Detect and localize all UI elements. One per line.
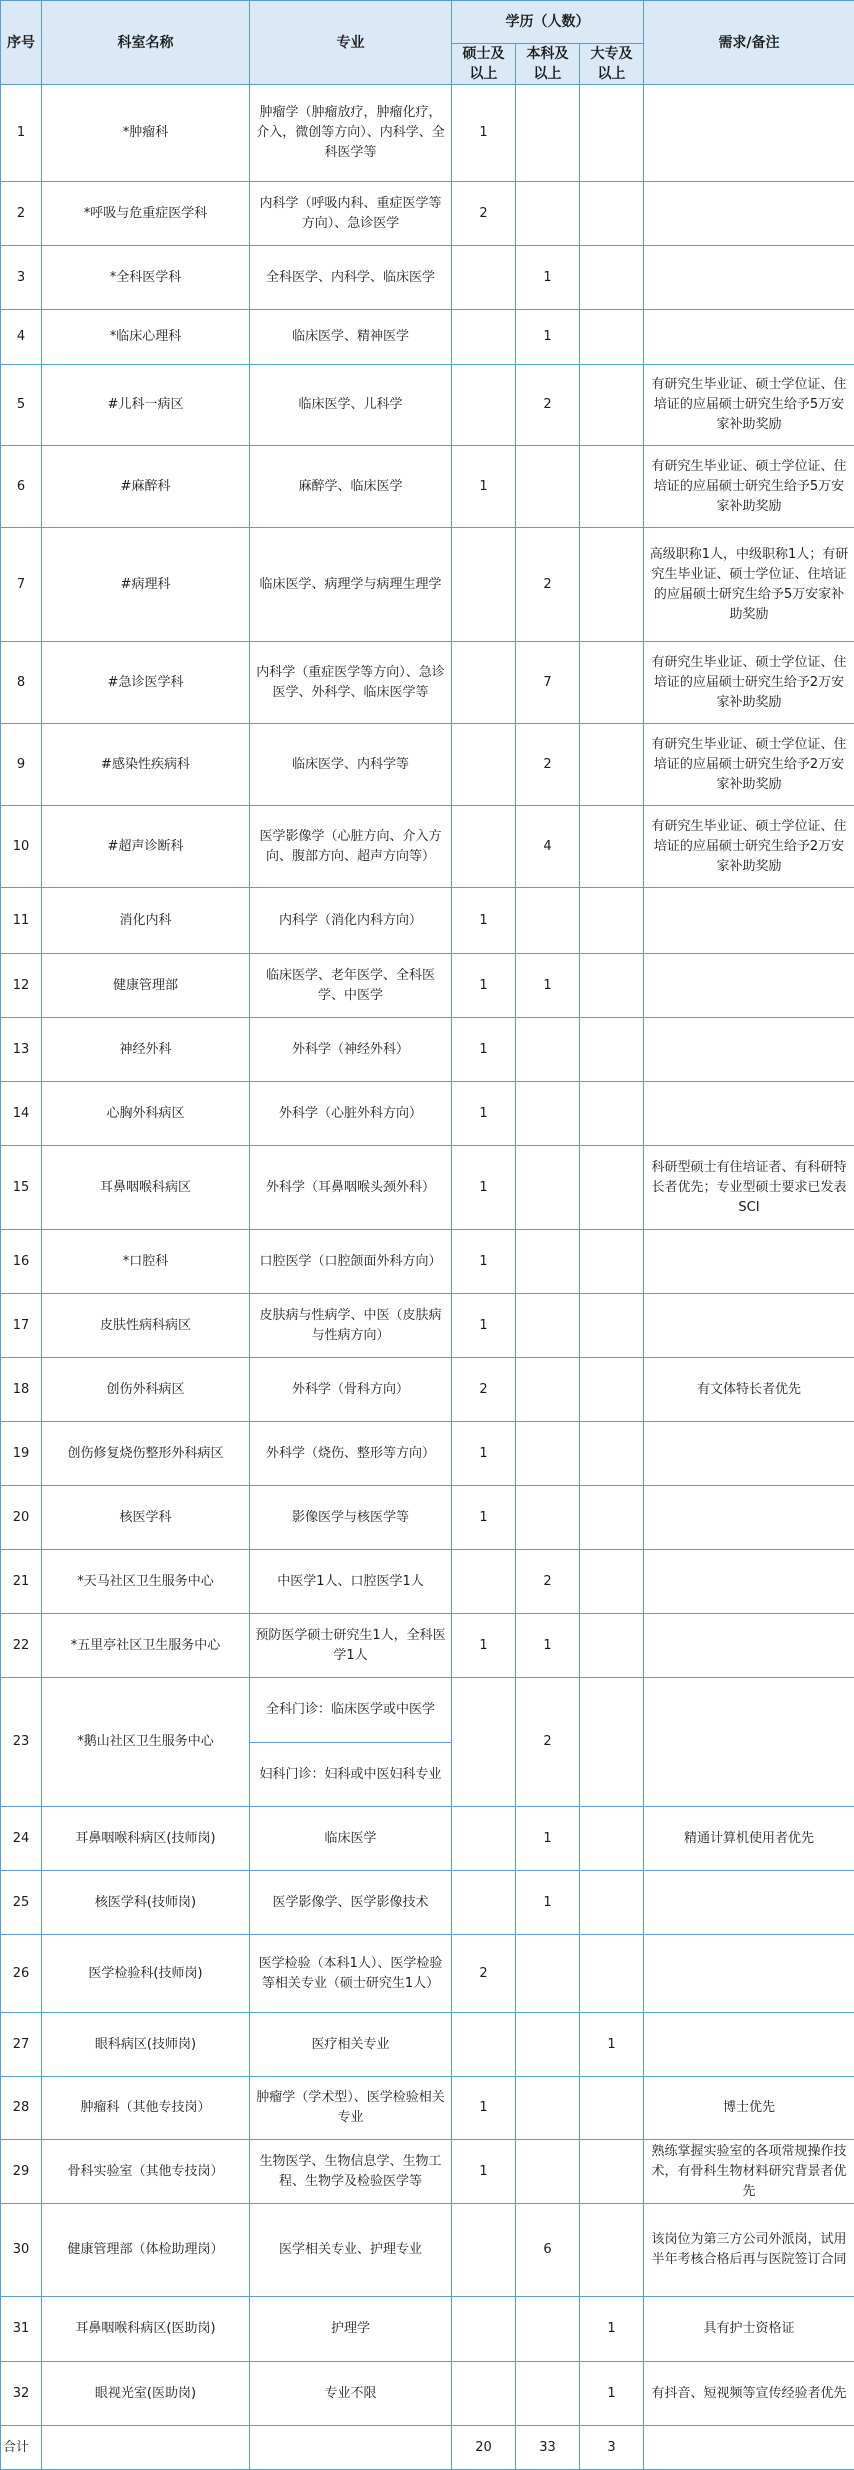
cell-dept: 耳鼻咽喉科病区: [42, 1146, 250, 1230]
table-row: [1, 1486, 854, 1550]
cell-major: 影像医学与核医学等: [250, 1486, 452, 1550]
cell-bachelor: [516, 888, 580, 954]
table-row: [1, 1678, 854, 1743]
cell-dept: 创伤外科病区: [42, 1358, 250, 1422]
cell-college: [580, 1935, 644, 2013]
cell-bachelor: [516, 85, 580, 182]
cell-seq: 4: [1, 310, 42, 365]
total-note-empty: [644, 2426, 854, 2470]
cell-master: 1: [452, 2140, 516, 2204]
cell-dept: 健康管理部（体检助理岗）: [42, 2204, 250, 2297]
table-row: [1, 1422, 854, 1486]
header-master: 硕士及以上: [452, 44, 516, 85]
cell-master: [452, 310, 516, 365]
cell-bachelor: 1: [516, 1807, 580, 1871]
cell-college: [580, 1678, 644, 1807]
cell-master: 1: [452, 85, 516, 182]
cell-college: [580, 642, 644, 724]
cell-master: 1: [452, 1230, 516, 1294]
cell-seq: 14: [1, 1082, 42, 1146]
total-college: 3: [580, 2426, 644, 2470]
cell-bachelor: [516, 446, 580, 528]
cell-bachelor: 2: [516, 365, 580, 446]
cell-dept: 健康管理部: [42, 954, 250, 1018]
cell-major: 生物医学、生物信息学、生物工程、生物学及检验医学等: [250, 2140, 452, 2204]
table-row: [1, 724, 854, 806]
cell-master: [452, 806, 516, 888]
cell-dept: *口腔科: [42, 1230, 250, 1294]
cell-dept: *肿瘤科: [42, 85, 250, 182]
cell-dept: 骨科实验室（其他专技岗）: [42, 2140, 250, 2204]
cell-seq: 30: [1, 2204, 42, 2297]
cell-note: 有研究生毕业证、硕士学位证、住培证的应届硕士研究生给予2万安家补助奖励: [644, 806, 854, 888]
cell-college: 1: [580, 2297, 644, 2362]
table-row: [1, 1018, 854, 1082]
cell-college: [580, 1358, 644, 1422]
cell-note: [644, 246, 854, 310]
header-note: 需求/备注: [644, 1, 854, 85]
cell-college: [580, 1550, 644, 1614]
total-label: 合计: [1, 2426, 42, 2470]
header-edu-group: 学历（人数）: [452, 1, 644, 44]
cell-note: 有研究生毕业证、硕士学位证、住培证的应届硕士研究生给予2万安家补助奖励: [644, 724, 854, 806]
table-row: [1, 1146, 854, 1230]
total-major-empty: [250, 2426, 452, 2470]
cell-note: [644, 85, 854, 182]
cell-master: 1: [452, 1146, 516, 1230]
table-row: [1, 1082, 854, 1146]
cell-college: [580, 2140, 644, 2204]
cell-major: 专业不限: [250, 2362, 452, 2426]
table-row: [1, 246, 854, 310]
cell-note: 有文体特长者优先: [644, 1358, 854, 1422]
cell-major: 临床医学、精神医学: [250, 310, 452, 365]
cell-major: 口腔医学（口腔颌面外科方向）: [250, 1230, 452, 1294]
cell-college: [580, 85, 644, 182]
cell-note: 有研究生毕业证、硕士学位证、住培证的应届硕士研究生给予5万安家补助奖励: [644, 365, 854, 446]
table-row: [1, 446, 854, 528]
cell-master: [452, 1807, 516, 1871]
cell-master: [452, 2297, 516, 2362]
cell-seq: 5: [1, 365, 42, 446]
cell-note: [644, 1486, 854, 1550]
cell-major: 临床医学、老年医学、全科医学、中医学: [250, 954, 452, 1018]
table-row: [1, 1807, 854, 1871]
total-master: 20: [452, 2426, 516, 2470]
cell-bachelor: [516, 1082, 580, 1146]
cell-major-2: 妇科门诊：妇科或中医妇科专业: [250, 1743, 452, 1807]
table-row: [1, 642, 854, 724]
table-row: [1, 2140, 854, 2204]
cell-dept: 核医学科(技师岗): [42, 1871, 250, 1935]
cell-bachelor: 2: [516, 528, 580, 642]
cell-bachelor: [516, 1486, 580, 1550]
cell-dept: 核医学科: [42, 1486, 250, 1550]
cell-major: 护理学: [250, 2297, 452, 2362]
table-row: [1, 954, 854, 1018]
cell-college: [580, 246, 644, 310]
cell-note: 科研型硕士有住培证者、有科研特长者优先；专业型硕士要求已发表SCI: [644, 1146, 854, 1230]
cell-college: [580, 1082, 644, 1146]
cell-dept: *天马社区卫生服务中心: [42, 1550, 250, 1614]
table-row: [1, 1871, 854, 1935]
cell-college: 1: [580, 2013, 644, 2077]
cell-master: 1: [452, 1082, 516, 1146]
cell-bachelor: [516, 2013, 580, 2077]
cell-master: [452, 1550, 516, 1614]
table-body: [1, 85, 854, 2470]
cell-bachelor: [516, 1146, 580, 1230]
cell-major: 医学检验（本科1人）、医学检验等相关专业（硕士研究生1人）: [250, 1935, 452, 2013]
cell-college: [580, 1807, 644, 1871]
total-bachelor: 33: [516, 2426, 580, 2470]
cell-college: [580, 446, 644, 528]
cell-note: [644, 1935, 854, 2013]
cell-dept: 眼视光室(医助岗): [42, 2362, 250, 2426]
cell-seq: 3: [1, 246, 42, 310]
table-row: [1, 528, 854, 642]
cell-note: [644, 1018, 854, 1082]
cell-master: [452, 365, 516, 446]
cell-master: 1: [452, 446, 516, 528]
cell-college: [580, 310, 644, 365]
cell-master: 2: [452, 182, 516, 246]
cell-major: 医学影像学（心脏方向、介入方向、腹部方向、超声方向等）: [250, 806, 452, 888]
cell-seq: 21: [1, 1550, 42, 1614]
cell-seq: 23: [1, 1678, 42, 1807]
cell-note: [644, 1082, 854, 1146]
cell-seq: 11: [1, 888, 42, 954]
cell-bachelor: 1: [516, 246, 580, 310]
cell-master: [452, 724, 516, 806]
cell-dept: #麻醉科: [42, 446, 250, 528]
table-row: [1, 2297, 854, 2362]
cell-dept: 眼科病区(技师岗): [42, 2013, 250, 2077]
cell-bachelor: [516, 1422, 580, 1486]
cell-college: [580, 528, 644, 642]
cell-major: 麻醉学、临床医学: [250, 446, 452, 528]
cell-college: [580, 1614, 644, 1678]
cell-college: [580, 724, 644, 806]
cell-seq: 32: [1, 2362, 42, 2426]
cell-dept: 耳鼻咽喉科病区(技师岗): [42, 1807, 250, 1871]
cell-seq: 24: [1, 1807, 42, 1871]
cell-master: [452, 1678, 516, 1807]
cell-note: [644, 1614, 854, 1678]
cell-college: [580, 1230, 644, 1294]
table-row: [1, 1614, 854, 1678]
table-row: [1, 888, 854, 954]
cell-note: [644, 310, 854, 365]
cell-dept: #急诊医学科: [42, 642, 250, 724]
cell-seq: 18: [1, 1358, 42, 1422]
cell-dept: *全科医学科: [42, 246, 250, 310]
table-row: [1, 806, 854, 888]
cell-major: 肿瘤学（学术型）、医学检验相关专业: [250, 2077, 452, 2140]
cell-college: [580, 1422, 644, 1486]
cell-master: 2: [452, 1358, 516, 1422]
cell-dept: 心胸外科病区: [42, 1082, 250, 1146]
table-row: [1, 2204, 854, 2297]
cell-bachelor: 1: [516, 1614, 580, 1678]
cell-major: 预防医学硕士研究生1人，全科医学1人: [250, 1614, 452, 1678]
cell-bachelor: [516, 182, 580, 246]
cell-major: 医学影像学、医学影像技术: [250, 1871, 452, 1935]
cell-major: 外科学（骨科方向）: [250, 1358, 452, 1422]
cell-seq: 27: [1, 2013, 42, 2077]
cell-master: 1: [452, 1018, 516, 1082]
table-row: [1, 1294, 854, 1358]
table-row: [1, 182, 854, 246]
table-row: [1, 1358, 854, 1422]
cell-major: 肿瘤学（肿瘤放疗，肿瘤化疗，介入，微创等方向）、内科学、全科医学等: [250, 85, 452, 182]
cell-note: 熟练掌握实验室的各项常规操作技术，有骨科生物材料研究背景者优先: [644, 2140, 854, 2204]
cell-dept: *呼吸与危重症医学科: [42, 182, 250, 246]
cell-seq: 12: [1, 954, 42, 1018]
cell-dept: 医学检验科(技师岗): [42, 1935, 250, 2013]
cell-note: 具有护士资格证: [644, 2297, 854, 2362]
cell-seq: 9: [1, 724, 42, 806]
cell-note: [644, 1230, 854, 1294]
cell-dept: 耳鼻咽喉科病区(医助岗): [42, 2297, 250, 2362]
table-row: [1, 365, 854, 446]
cell-dept: #感染性疾病科: [42, 724, 250, 806]
cell-note: [644, 1678, 854, 1807]
cell-master: 1: [452, 954, 516, 1018]
cell-note: 该岗位为第三方公司外派岗，试用半年考核合格后再与医院签订合同: [644, 2204, 854, 2297]
cell-dept: 消化内科: [42, 888, 250, 954]
cell-bachelor: [516, 1935, 580, 2013]
cell-seq: 22: [1, 1614, 42, 1678]
cell-dept: *五里亭社区卫生服务中心: [42, 1614, 250, 1678]
cell-note: [644, 1550, 854, 1614]
cell-seq: 28: [1, 2077, 42, 2140]
cell-note: [644, 1871, 854, 1935]
cell-master: [452, 2362, 516, 2426]
cell-note: [644, 888, 854, 954]
cell-college: 1: [580, 2362, 644, 2426]
header-seq: 序号: [1, 1, 42, 85]
total-dept-empty: [42, 2426, 250, 2470]
cell-college: [580, 806, 644, 888]
cell-college: [580, 1018, 644, 1082]
cell-seq: 8: [1, 642, 42, 724]
header-major: 专业: [250, 1, 452, 85]
cell-college: [580, 1486, 644, 1550]
cell-bachelor: 2: [516, 1678, 580, 1807]
cell-major: 全科门诊：临床医学或中医学: [250, 1678, 452, 1743]
cell-dept: *鹅山社区卫生服务中心: [42, 1678, 250, 1807]
cell-college: [580, 365, 644, 446]
cell-major: 外科学（耳鼻咽喉头颈外科）: [250, 1146, 452, 1230]
cell-dept: *临床心理科: [42, 310, 250, 365]
cell-bachelor: 6: [516, 2204, 580, 2297]
cell-bachelor: [516, 2297, 580, 2362]
cell-major: 内科学（消化内科方向）: [250, 888, 452, 954]
cell-bachelor: 7: [516, 642, 580, 724]
cell-seq: 26: [1, 1935, 42, 2013]
cell-bachelor: 2: [516, 1550, 580, 1614]
cell-note: [644, 1294, 854, 1358]
cell-note: [644, 2013, 854, 2077]
cell-seq: 15: [1, 1146, 42, 1230]
cell-note: 有研究生毕业证、硕士学位证、住培证的应届硕士研究生给予2万安家补助奖励: [644, 642, 854, 724]
cell-dept: 创伤修复烧伤整形外科病区: [42, 1422, 250, 1486]
cell-bachelor: [516, 1358, 580, 1422]
cell-major: 内科学（重症医学等方向）、急诊医学、外科学、临床医学等: [250, 642, 452, 724]
cell-master: 1: [452, 1486, 516, 1550]
cell-master: 2: [452, 1935, 516, 2013]
cell-dept: 皮肤性病科病区: [42, 1294, 250, 1358]
cell-master: 1: [452, 1614, 516, 1678]
cell-master: 1: [452, 1294, 516, 1358]
cell-dept: #儿科一病区: [42, 365, 250, 446]
cell-major: 临床医学、病理学与病理生理学: [250, 528, 452, 642]
cell-bachelor: 4: [516, 806, 580, 888]
cell-college: [580, 954, 644, 1018]
cell-seq: 29: [1, 2140, 42, 2204]
cell-master: [452, 528, 516, 642]
cell-note: 高级职称1人，中级职称1人；有研究生毕业证、硕士学位证、住培证的应届硕士研究生给予5万安家补助奖励: [644, 528, 854, 642]
cell-master: [452, 246, 516, 310]
cell-note: 有抖音、短视频等宣传经验者优先: [644, 2362, 854, 2426]
cell-major: 医疗相关专业: [250, 2013, 452, 2077]
cell-bachelor: [516, 1018, 580, 1082]
cell-major: 外科学（烧伤、整形等方向）: [250, 1422, 452, 1486]
cell-major: 临床医学: [250, 1807, 452, 1871]
cell-master: 1: [452, 2077, 516, 2140]
cell-dept: #超声诊断科: [42, 806, 250, 888]
cell-note: 博士优先: [644, 2077, 854, 2140]
cell-seq: 1: [1, 85, 42, 182]
cell-note: [644, 182, 854, 246]
cell-master: [452, 642, 516, 724]
cell-college: [580, 182, 644, 246]
table-row: [1, 2077, 854, 2140]
cell-seq: 20: [1, 1486, 42, 1550]
cell-master: [452, 2204, 516, 2297]
table-row: [1, 2362, 854, 2426]
header-college: 大专及以上: [580, 44, 644, 85]
cell-bachelor: 1: [516, 1871, 580, 1935]
cell-seq: 16: [1, 1230, 42, 1294]
cell-seq: 25: [1, 1871, 42, 1935]
cell-seq: 6: [1, 446, 42, 528]
table-row: [1, 85, 854, 182]
cell-master: 1: [452, 1422, 516, 1486]
cell-major: 临床医学、内科学等: [250, 724, 452, 806]
cell-seq: 19: [1, 1422, 42, 1486]
cell-college: [580, 2204, 644, 2297]
cell-bachelor: [516, 2362, 580, 2426]
cell-master: 1: [452, 888, 516, 954]
cell-note: 精通计算机使用者优先: [644, 1807, 854, 1871]
cell-master: [452, 1871, 516, 1935]
table-row: [1, 2013, 854, 2077]
table-row: [1, 310, 854, 365]
cell-seq: 10: [1, 806, 42, 888]
header-dept: 科室名称: [42, 1, 250, 85]
cell-college: [580, 1294, 644, 1358]
cell-seq: 13: [1, 1018, 42, 1082]
cell-seq: 17: [1, 1294, 42, 1358]
cell-bachelor: 1: [516, 954, 580, 1018]
cell-bachelor: [516, 2140, 580, 2204]
cell-college: [580, 888, 644, 954]
cell-major: 内科学（呼吸内科、重症医学等方向）、急诊医学: [250, 182, 452, 246]
cell-note: 有研究生毕业证、硕士学位证、住培证的应届硕士研究生给予5万安家补助奖励: [644, 446, 854, 528]
cell-college: [580, 2077, 644, 2140]
cell-bachelor: 1: [516, 310, 580, 365]
cell-dept: #病理科: [42, 528, 250, 642]
cell-seq: 2: [1, 182, 42, 246]
cell-note: [644, 1422, 854, 1486]
cell-dept: 肿瘤科（其他专技岗）: [42, 2077, 250, 2140]
cell-seq: 7: [1, 528, 42, 642]
cell-bachelor: [516, 2077, 580, 2140]
cell-college: [580, 1871, 644, 1935]
cell-major: 中医学1人、口腔医学1人: [250, 1550, 452, 1614]
cell-major: 外科学（心脏外科方向）: [250, 1082, 452, 1146]
table-row: [1, 1230, 854, 1294]
total-row: [1, 2426, 854, 2470]
cell-college: [580, 1146, 644, 1230]
cell-master: [452, 2013, 516, 2077]
cell-dept: 神经外科: [42, 1018, 250, 1082]
cell-major: 皮肤病与性病学、中医（皮肤病与性病方向）: [250, 1294, 452, 1358]
cell-major: 临床医学、儿科学: [250, 365, 452, 446]
cell-note: [644, 954, 854, 1018]
cell-bachelor: [516, 1294, 580, 1358]
cell-major: 医学相关专业、护理专业: [250, 2204, 452, 2297]
table-row: [1, 1550, 854, 1614]
cell-bachelor: [516, 1230, 580, 1294]
cell-bachelor: 2: [516, 724, 580, 806]
cell-major: 全科医学、内科学、临床医学: [250, 246, 452, 310]
header-bachelor: 本科及以上: [516, 44, 580, 85]
cell-major: 外科学（神经外科）: [250, 1018, 452, 1082]
cell-seq: 31: [1, 2297, 42, 2362]
table-row: [1, 1935, 854, 2013]
